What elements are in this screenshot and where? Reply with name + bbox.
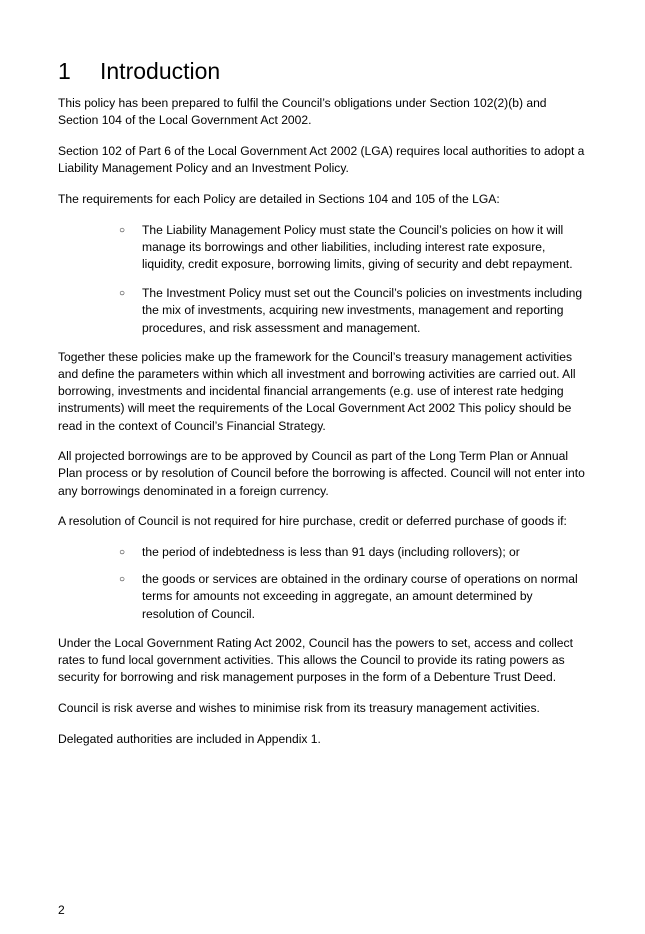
- bullet-marker: ○: [119, 224, 126, 236]
- paragraph-framework: Together these policies make up the framework for the Council’s treasury management activities and define the parameters within which all investment and borrowing activities are carried out. All borrowing, investments and incidental financial arrangements (e.g. use of interest rate hedging instruments) will meet the requirements of the Local Government Act 2002 This policy should be read in the context of Council’s Financial Strategy.: [58, 349, 576, 433]
- list-item: [58, 222, 588, 274]
- paragraph-resolution: A resolution of Council is not required for hire purchase, credit or deferred purchase of goods if:: [58, 514, 567, 529]
- paragraph-purpose: This policy has been prepared to fulfil the Council’s obligations under Section 102(2)(b) and Section 104 of the Local Government Act 2002.: [58, 96, 547, 128]
- bullet-marker: ○: [119, 574, 126, 586]
- paragraph-borrowings: All projected borrowings are to be approved by Council as part of the Long Term Plan or Annual Plan process or by resolution of Council before the borrowing is affected. Council will not enter into any borrowings denominated in a foreign currency.: [58, 449, 585, 498]
- paragraph-requirements: The requirements for each Policy are detailed in Sections 104 and 105 of the LGA:: [58, 191, 500, 206]
- bullet-marker: ○: [119, 288, 126, 300]
- bullet-marker: ○: [119, 547, 126, 559]
- policy-requirements-list: [58, 222, 588, 337]
- paragraph-risk-averse: Council is risk averse and wishes to minimise risk from its treasury management activities.: [58, 700, 540, 715]
- paragraph-section-102: Section 102 of Part 6 of the Local Government Act 2002 (LGA) requires local authorities to adopt a Liability Management Policy and an Investment Policy.: [58, 143, 585, 176]
- list-item-text: The Liability Management Policy must state the Council’s policies on how it will manage its borrowings and other liabilities, including interest rate exposure, liquidity, credit exposure, borrowing limits, giving of security and debt repayment.: [142, 222, 573, 271]
- paragraph-delegated-authorities: Delegated authorities are included in Appendix 1.: [58, 731, 321, 746]
- list-item-text: the goods or services are obtained in the ordinary course of operations on normal terms for amounts not exceeding in aggregate, an amount determined by resolution of Council.: [142, 572, 578, 621]
- section-title: Introduction: [100, 58, 221, 84]
- list-item: [58, 544, 588, 561]
- list-item: [58, 571, 588, 623]
- list-item: [58, 285, 588, 337]
- resolution-conditions-list: [58, 544, 588, 623]
- list-item-text: The Investment Policy must set out the Council’s policies on investments including the mix of investments, acquiring new investments, management and reporting procedures, and risk assessment and management.: [142, 286, 583, 335]
- list-item-text: the period of indebtedness is less than 91 days (including rollovers); or: [142, 545, 520, 560]
- section-body: [58, 95, 588, 761]
- section-heading: [58, 57, 220, 85]
- page-number: 2: [58, 903, 65, 917]
- section-number: 1: [58, 58, 71, 84]
- paragraph-rating-act: Under the Local Government Rating Act 2002, Council has the powers to set, access and collect rates to fund local government activities. This allows the Council to provide its rating powers as security for borrowing and risk management purposes in the form of a Debenture Trust Deed.: [58, 635, 573, 685]
